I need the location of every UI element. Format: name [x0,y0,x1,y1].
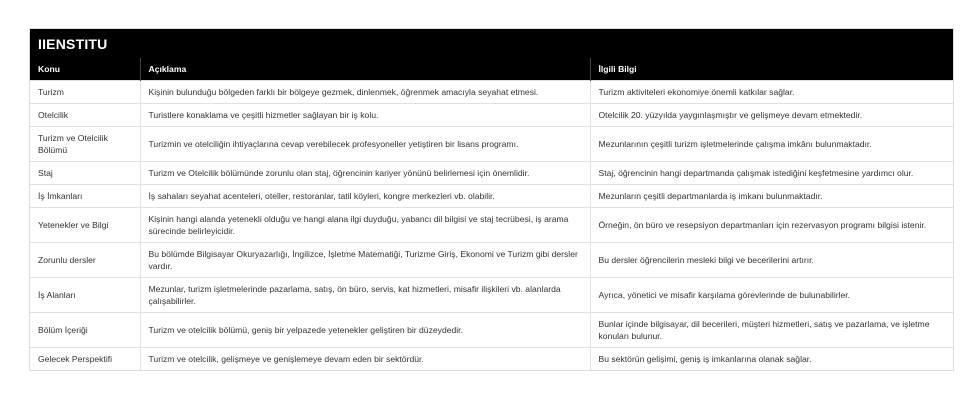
cell-ilgili-bilgi: Ayrıca, yönetici ve misafir karşılama görevlerinde de bulunabilirler. [590,278,953,313]
cell-aciklama: Turistlere konaklama ve çeşitli hizmetler sağlayan bir iş kolu. [140,104,590,127]
table-row [30,243,953,278]
cell-konu: Gelecek Perspektifi [30,348,140,371]
table-row [30,162,953,185]
table-row [30,278,953,313]
cell-konu: Zorunlu dersler [30,243,140,278]
cell-ilgili-bilgi: Turizm aktiviteleri ekonomiye önemli katkılar sağlar. [590,81,953,104]
cell-ilgili-bilgi: Mezunların çeşitli departmanlarda iş imkanı bulunmaktadır. [590,185,953,208]
cell-ilgili-bilgi: Staj, öğrencinin hangi departmanda çalışmak istediğini keşfetmesine yardımcı olur. [590,162,953,185]
table-row [30,104,953,127]
header-aciklama: Açıklama [140,58,590,81]
header-konu: Konu [30,58,140,81]
table-row [30,313,953,348]
cell-konu: Otelcilik [30,104,140,127]
cell-aciklama: İş sahaları seyahat acenteleri, oteller, restoranlar, tatil köyleri, kongre merkezleri vb. olabilir. [140,185,590,208]
cell-konu: Turizm [30,81,140,104]
table-header-row [30,58,953,81]
table-row [30,127,953,162]
header-ilgili-bilgi: İlgili Bilgi [590,58,953,81]
cell-aciklama: Mezunlar, turizm işletmelerinde pazarlama, satış, ön büro, servis, kat hizmetleri, misafir ilişkileri vb. alanlarda çalışabilirler. [140,278,590,313]
table-row [30,348,953,371]
cell-aciklama: Kişinin hangi alanda yetenekli olduğu ve hangi alana ilgi duyduğu, yabancı dil bilgisi ve staj tecrübesi, iş arama sürecinde belirleyicidir. [140,208,590,243]
table-row [30,208,953,243]
cell-ilgili-bilgi: Bunlar içinde bilgisayar, dil becerileri, müşteri hizmetleri, satış ve pazarlama, ve işletme konuları bulunur. [590,313,953,348]
cell-ilgili-bilgi: Mezunlarının çeşitli turizm işletmelerinde çalışma imkânı bulunmaktadır. [590,127,953,162]
cell-ilgili-bilgi: Örneğin, ön büro ve resepsiyon departmanları için rezervasyon programı bilgisi istenir. [590,208,953,243]
brand-bar [30,29,953,58]
cell-aciklama: Turizm ve Otelcilik bölümünde zorunlu olan staj, öğrencinin kariyer yönünü belirlemesi için önemlidir. [140,162,590,185]
cell-ilgili-bilgi: Bu sektörün gelişimi, geniş iş imkanlarına olanak sağlar. [590,348,953,371]
content-table-card [29,28,954,371]
cell-aciklama: Turizmin ve otelciliğin ihtiyaçlarına cevap verebilecek profesyoneller yetiştiren bir lisans programı. [140,127,590,162]
cell-aciklama: Turizm ve otelcilik bölümü, geniş bir yelpazede yetenekler geliştiren bir düzeydedir. [140,313,590,348]
cell-aciklama: Kişinin bulunduğu bölgeden farklı bir bölgeye gezmek, dinlenmek, öğrenmek amacıyla seyahat etmesi. [140,81,590,104]
cell-aciklama: Turizm ve otelcilik, gelişmeye ve genişlemeye devam eden bir sektördür. [140,348,590,371]
brand-logo-text: IIENSTITU [38,35,108,52]
cell-ilgili-bilgi: Bu dersler öğrencilerin mesleki bilgi ve becerilerini artırır. [590,243,953,278]
cell-ilgili-bilgi: Otelcilik 20. yüzyılda yaygınlaşmıştır ve gelişmeye devam etmektedir. [590,104,953,127]
cell-konu: Yetenekler ve Bilgi [30,208,140,243]
cell-konu: İş Alanları [30,278,140,313]
cell-aciklama: Bu bölümde Bilgisayar Okuryazarlığı, İngilizce, İşletme Matematiği, Turizme Giriş, Ekonomi ve Turizm gibi dersler vardır. [140,243,590,278]
cell-konu: İş İmkanları [30,185,140,208]
info-table [30,58,953,370]
cell-konu: Turizm ve Otelcilik Bölümü [30,127,140,162]
cell-konu: Staj [30,162,140,185]
table-row [30,185,953,208]
table-row [30,81,953,104]
cell-konu: Bölüm İçeriği [30,313,140,348]
